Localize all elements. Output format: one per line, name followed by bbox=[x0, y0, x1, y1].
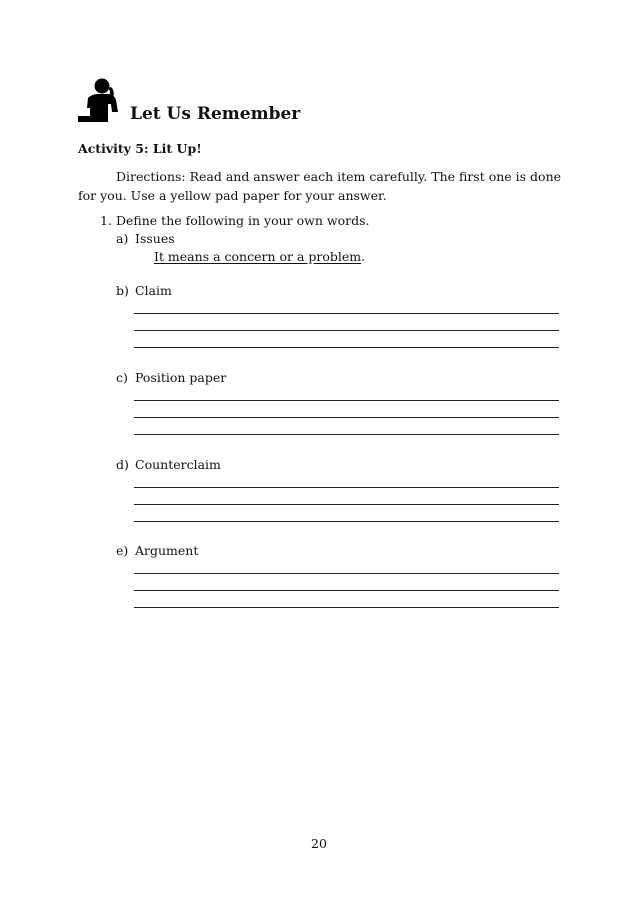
item-letter: e) bbox=[116, 543, 129, 558]
item-letter: c) bbox=[116, 370, 128, 385]
sample-answer-suffix: . bbox=[361, 249, 366, 264]
answer-line[interactable] bbox=[134, 434, 559, 435]
answer-line[interactable] bbox=[134, 313, 559, 314]
item-b bbox=[116, 283, 172, 298]
item-letter: b) bbox=[116, 283, 129, 298]
answer-line[interactable] bbox=[134, 590, 559, 591]
thinking-person-icon bbox=[78, 78, 126, 122]
answer-line[interactable] bbox=[134, 417, 559, 418]
page-number: 20 bbox=[311, 836, 327, 851]
answer-line[interactable] bbox=[134, 573, 559, 574]
item-term: Counterclaim bbox=[135, 457, 221, 472]
answer-line[interactable] bbox=[134, 487, 559, 488]
question-text: Define the following in your own words. bbox=[116, 213, 370, 228]
directions-text: Directions: Read and answer each item carefully. The first one is done for you. Use a yellow pad paper for your answer. bbox=[78, 169, 562, 203]
item-d bbox=[116, 457, 221, 472]
item-e bbox=[116, 543, 198, 558]
answer-line[interactable] bbox=[134, 607, 559, 608]
answer-line[interactable] bbox=[134, 347, 559, 348]
item-term: Claim bbox=[135, 283, 172, 298]
item-term: Issues bbox=[135, 231, 175, 246]
sample-answer bbox=[154, 249, 365, 264]
question-1 bbox=[100, 213, 369, 228]
item-term: Position paper bbox=[135, 370, 227, 385]
question-number: 1. bbox=[100, 213, 112, 228]
sample-answer-text: It means a concern or a problem bbox=[154, 249, 362, 264]
answer-line[interactable] bbox=[134, 504, 559, 505]
section-title: Let Us Remember bbox=[130, 104, 301, 124]
item-a bbox=[116, 231, 175, 246]
answer-line[interactable] bbox=[134, 400, 559, 401]
item-letter: d) bbox=[116, 457, 129, 472]
answer-line[interactable] bbox=[134, 521, 559, 522]
section-header bbox=[78, 78, 300, 122]
item-c bbox=[116, 370, 226, 385]
answer-line[interactable] bbox=[134, 330, 559, 331]
activity-title: Activity 5: Lit Up! bbox=[78, 141, 202, 156]
item-term: Argument bbox=[135, 543, 199, 558]
item-letter: a) bbox=[116, 231, 129, 246]
